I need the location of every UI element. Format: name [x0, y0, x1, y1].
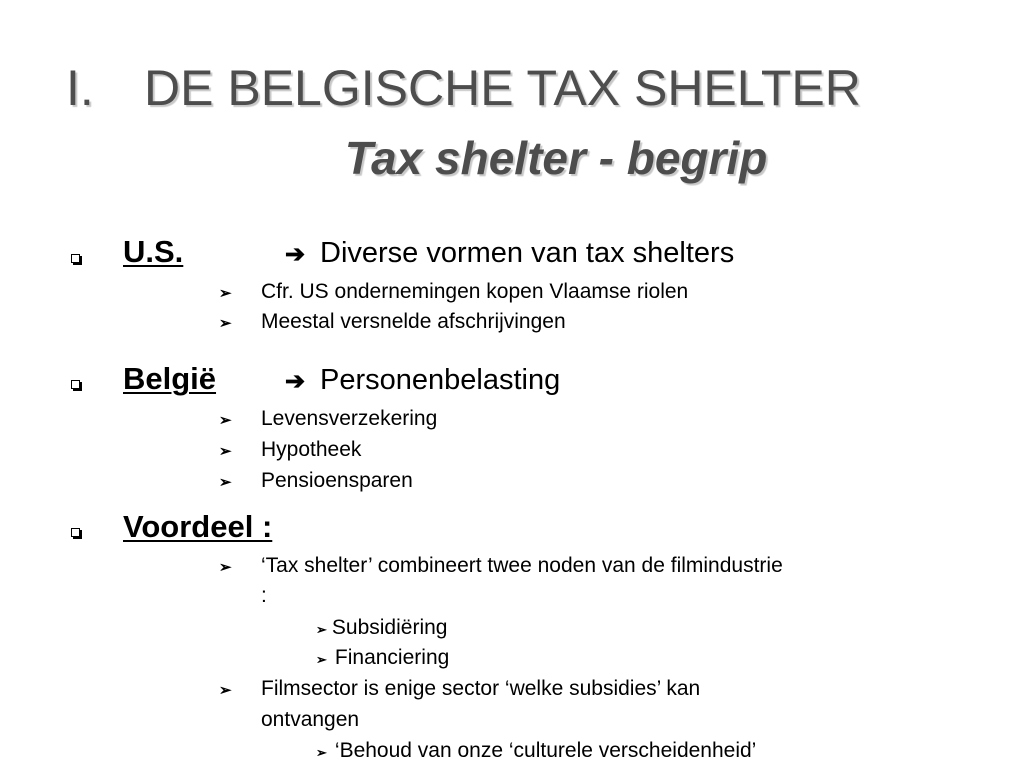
- list-item-text: Hypotheek: [261, 438, 362, 461]
- list-item-continuation: :: [261, 584, 267, 607]
- square-bullet-icon: [71, 380, 80, 389]
- chevron-right-icon: ➢: [219, 412, 232, 429]
- list-item-text: Financiering: [334, 646, 450, 669]
- arrow-right-icon: ➔: [285, 241, 306, 268]
- list-item: [316, 739, 756, 763]
- list-item-text: Levensverzekering: [261, 407, 438, 430]
- section-belgie-heading: België: [123, 361, 217, 396]
- chevron-right-icon: ➢: [316, 622, 327, 637]
- chevron-right-icon: ➢: [219, 559, 232, 576]
- chevron-right-icon: ➢: [316, 652, 327, 667]
- section-belgie-text: Personenbelasting: [320, 364, 561, 396]
- title-text: DE BELGISCHE TAX SHELTER: [144, 60, 861, 116]
- section-us-heading: U.S.: [123, 234, 184, 269]
- list-item-text: ‘Behoud van onze ‘culturele verscheidenheid’: [334, 739, 757, 762]
- list-item: [219, 554, 783, 578]
- arrow-right-icon: ➔: [285, 368, 306, 395]
- list-item-continuation: ontvangen: [261, 708, 360, 731]
- section-us-text: Diverse vormen van tax shelters: [320, 237, 735, 269]
- list-item-text: Cfr. US ondernemingen kopen Vlaamse riolen: [261, 280, 689, 303]
- title-main: [66, 58, 861, 118]
- square-bullet-icon: [71, 528, 80, 537]
- list-item: [219, 469, 413, 493]
- title-number: I.: [66, 60, 94, 116]
- list-item-text: Meestal versnelde afschrijvingen: [261, 310, 566, 333]
- chevron-right-icon: ➢: [219, 315, 232, 332]
- chevron-right-icon: ➢: [219, 474, 232, 491]
- chevron-right-icon: ➢: [219, 285, 232, 302]
- list-item-text: Subsidiëring: [331, 616, 448, 639]
- list-item: [219, 280, 688, 304]
- list-item: [316, 616, 447, 640]
- list-item: [219, 677, 700, 701]
- section-voordeel-heading: Voordeel :: [123, 509, 273, 544]
- list-item: [219, 407, 437, 431]
- title-subtitle: Tax shelter - begrip: [344, 132, 768, 184]
- list-item-text: Pensioensparen: [261, 469, 413, 492]
- list-item-text: Filmsector is enige sector ‘welke subsidies’ kan: [261, 677, 701, 700]
- list-item: [219, 438, 361, 462]
- list-item: [219, 310, 566, 334]
- chevron-right-icon: ➢: [219, 682, 232, 699]
- chevron-right-icon: ➢: [316, 745, 327, 760]
- list-item-text: ‘Tax shelter’ combineert twee noden van de filmindustrie: [261, 554, 783, 577]
- list-item: [316, 646, 449, 670]
- chevron-right-icon: ➢: [219, 443, 232, 460]
- square-bullet-icon: [71, 254, 80, 263]
